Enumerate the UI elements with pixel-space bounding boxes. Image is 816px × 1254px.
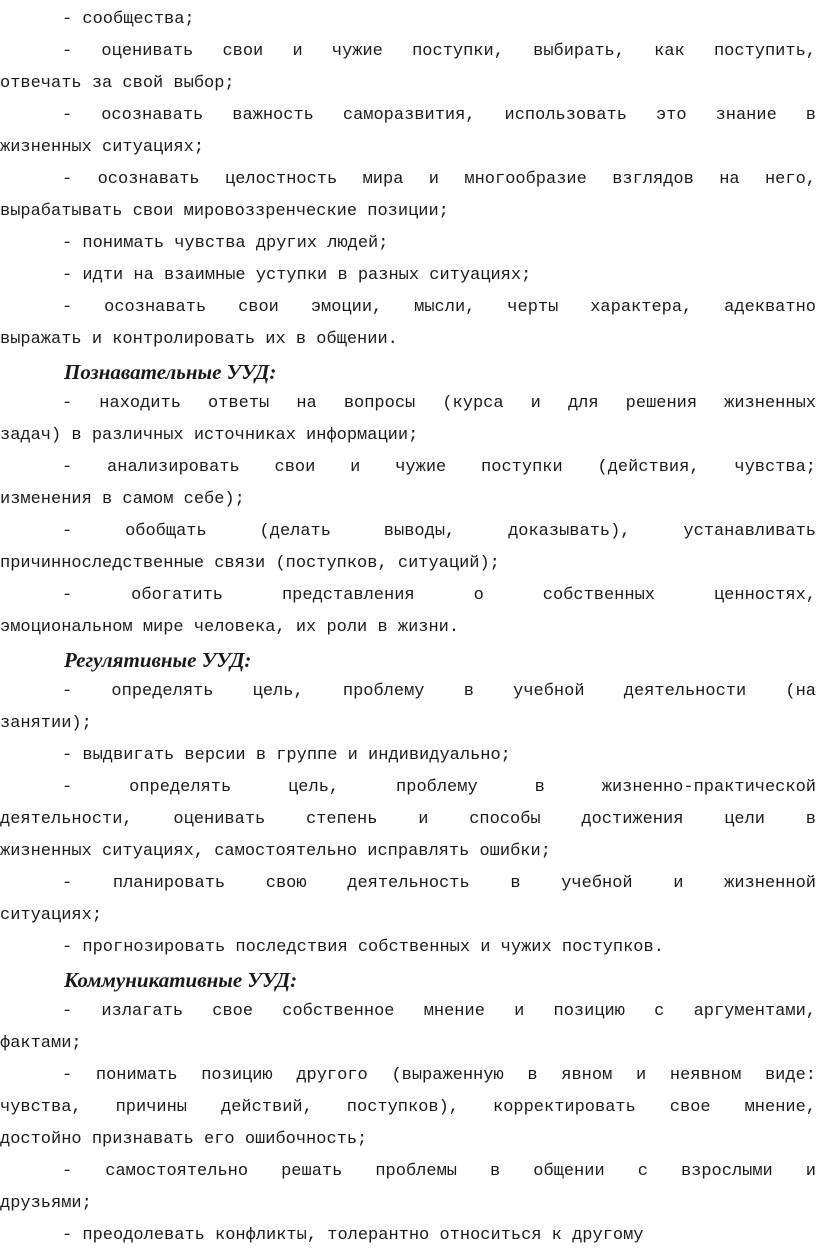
list-item-continuation: вырабатывать свои мировоззренческие позиции;: [0, 202, 449, 221]
section-heading: Коммуникативные УУД:: [64, 968, 298, 992]
list-item: - понимать чувства других людей;: [62, 234, 389, 253]
list-item-continuation: ситуациях;: [0, 906, 103, 925]
section-heading: Познавательные УУД:: [64, 360, 277, 384]
list-item-continuation: изменения в самом себе);: [0, 490, 245, 509]
list-item: - анализировать свои и чужие поступки (действия, чувства;: [62, 458, 816, 477]
list-item-continuation: достойно признавать его ошибочность;: [0, 1130, 368, 1149]
list-item: - определять цель, проблему в жизненно-практической: [62, 778, 816, 797]
list-item: - осознавать целостность мира и многообразие взглядов на него,: [62, 170, 816, 189]
list-item-continuation: друзьями;: [0, 1194, 92, 1213]
list-item: - прогнозировать последствия собственных и чужих поступков.: [62, 938, 664, 957]
list-item: - понимать позицию другого (выраженную в явном и неявном виде:: [62, 1066, 816, 1085]
list-item: - самостоятельно решать проблемы в общении с взрослыми и: [62, 1162, 816, 1181]
list-item-continuation: занятии);: [0, 714, 92, 733]
section-heading: Регулятивные УУД:: [64, 648, 252, 672]
list-item: - обогатить представления о собственных ценностях,: [62, 586, 816, 605]
list-item: - сообщества;: [62, 10, 195, 29]
list-item-continuation: причинноследственные связи (поступков, ситуаций);: [0, 554, 500, 573]
list-item-continuation: выражать и контролировать их в общении.: [0, 330, 398, 349]
list-item: - планировать свою деятельность в учебной и жизненной: [62, 874, 816, 893]
list-item: - определять цель, проблему в учебной деятельности (на: [62, 682, 816, 701]
list-item: - идти на взаимные уступки в разных ситуациях;: [62, 266, 532, 285]
list-item-continuation: фактами;: [0, 1034, 82, 1053]
list-item: - выдвигать версии в группе и индивидуально;: [62, 746, 511, 765]
list-item: - находить ответы на вопросы (курса и для решения жизненных: [62, 394, 816, 413]
list-item-continuation: жизненных ситуациях;: [0, 138, 205, 157]
list-item-continuation: чувства, причины действий, поступков), корректировать свое мнение,: [0, 1098, 816, 1117]
list-item-continuation: деятельности, оценивать степень и способы достижения цели в: [0, 810, 816, 829]
list-item-continuation: эмоциональном мире человека, их роли в жизни.: [0, 618, 460, 637]
list-item: - преодолевать конфликты, толерантно относиться к другому: [62, 1226, 644, 1245]
list-item: - излагать свое собственное мнение и позицию с аргументами,: [62, 1002, 816, 1021]
list-item-continuation: задач) в различных источниках информации;: [0, 426, 419, 445]
list-item-continuation: жизненных ситуациях, самостоятельно исправлять ошибки;: [0, 842, 551, 861]
list-item: - оценивать свои и чужие поступки, выбирать, как поступить,: [62, 42, 816, 61]
list-item: - осознавать свои эмоции, мысли, черты характера, адекватно: [62, 298, 816, 317]
list-item: - осознавать важность саморазвития, использовать это знание в: [62, 106, 816, 125]
list-item: - обобщать (делать выводы, доказывать), устанавливать: [62, 522, 816, 541]
list-item-continuation: отвечать за свой выбор;: [0, 74, 235, 93]
